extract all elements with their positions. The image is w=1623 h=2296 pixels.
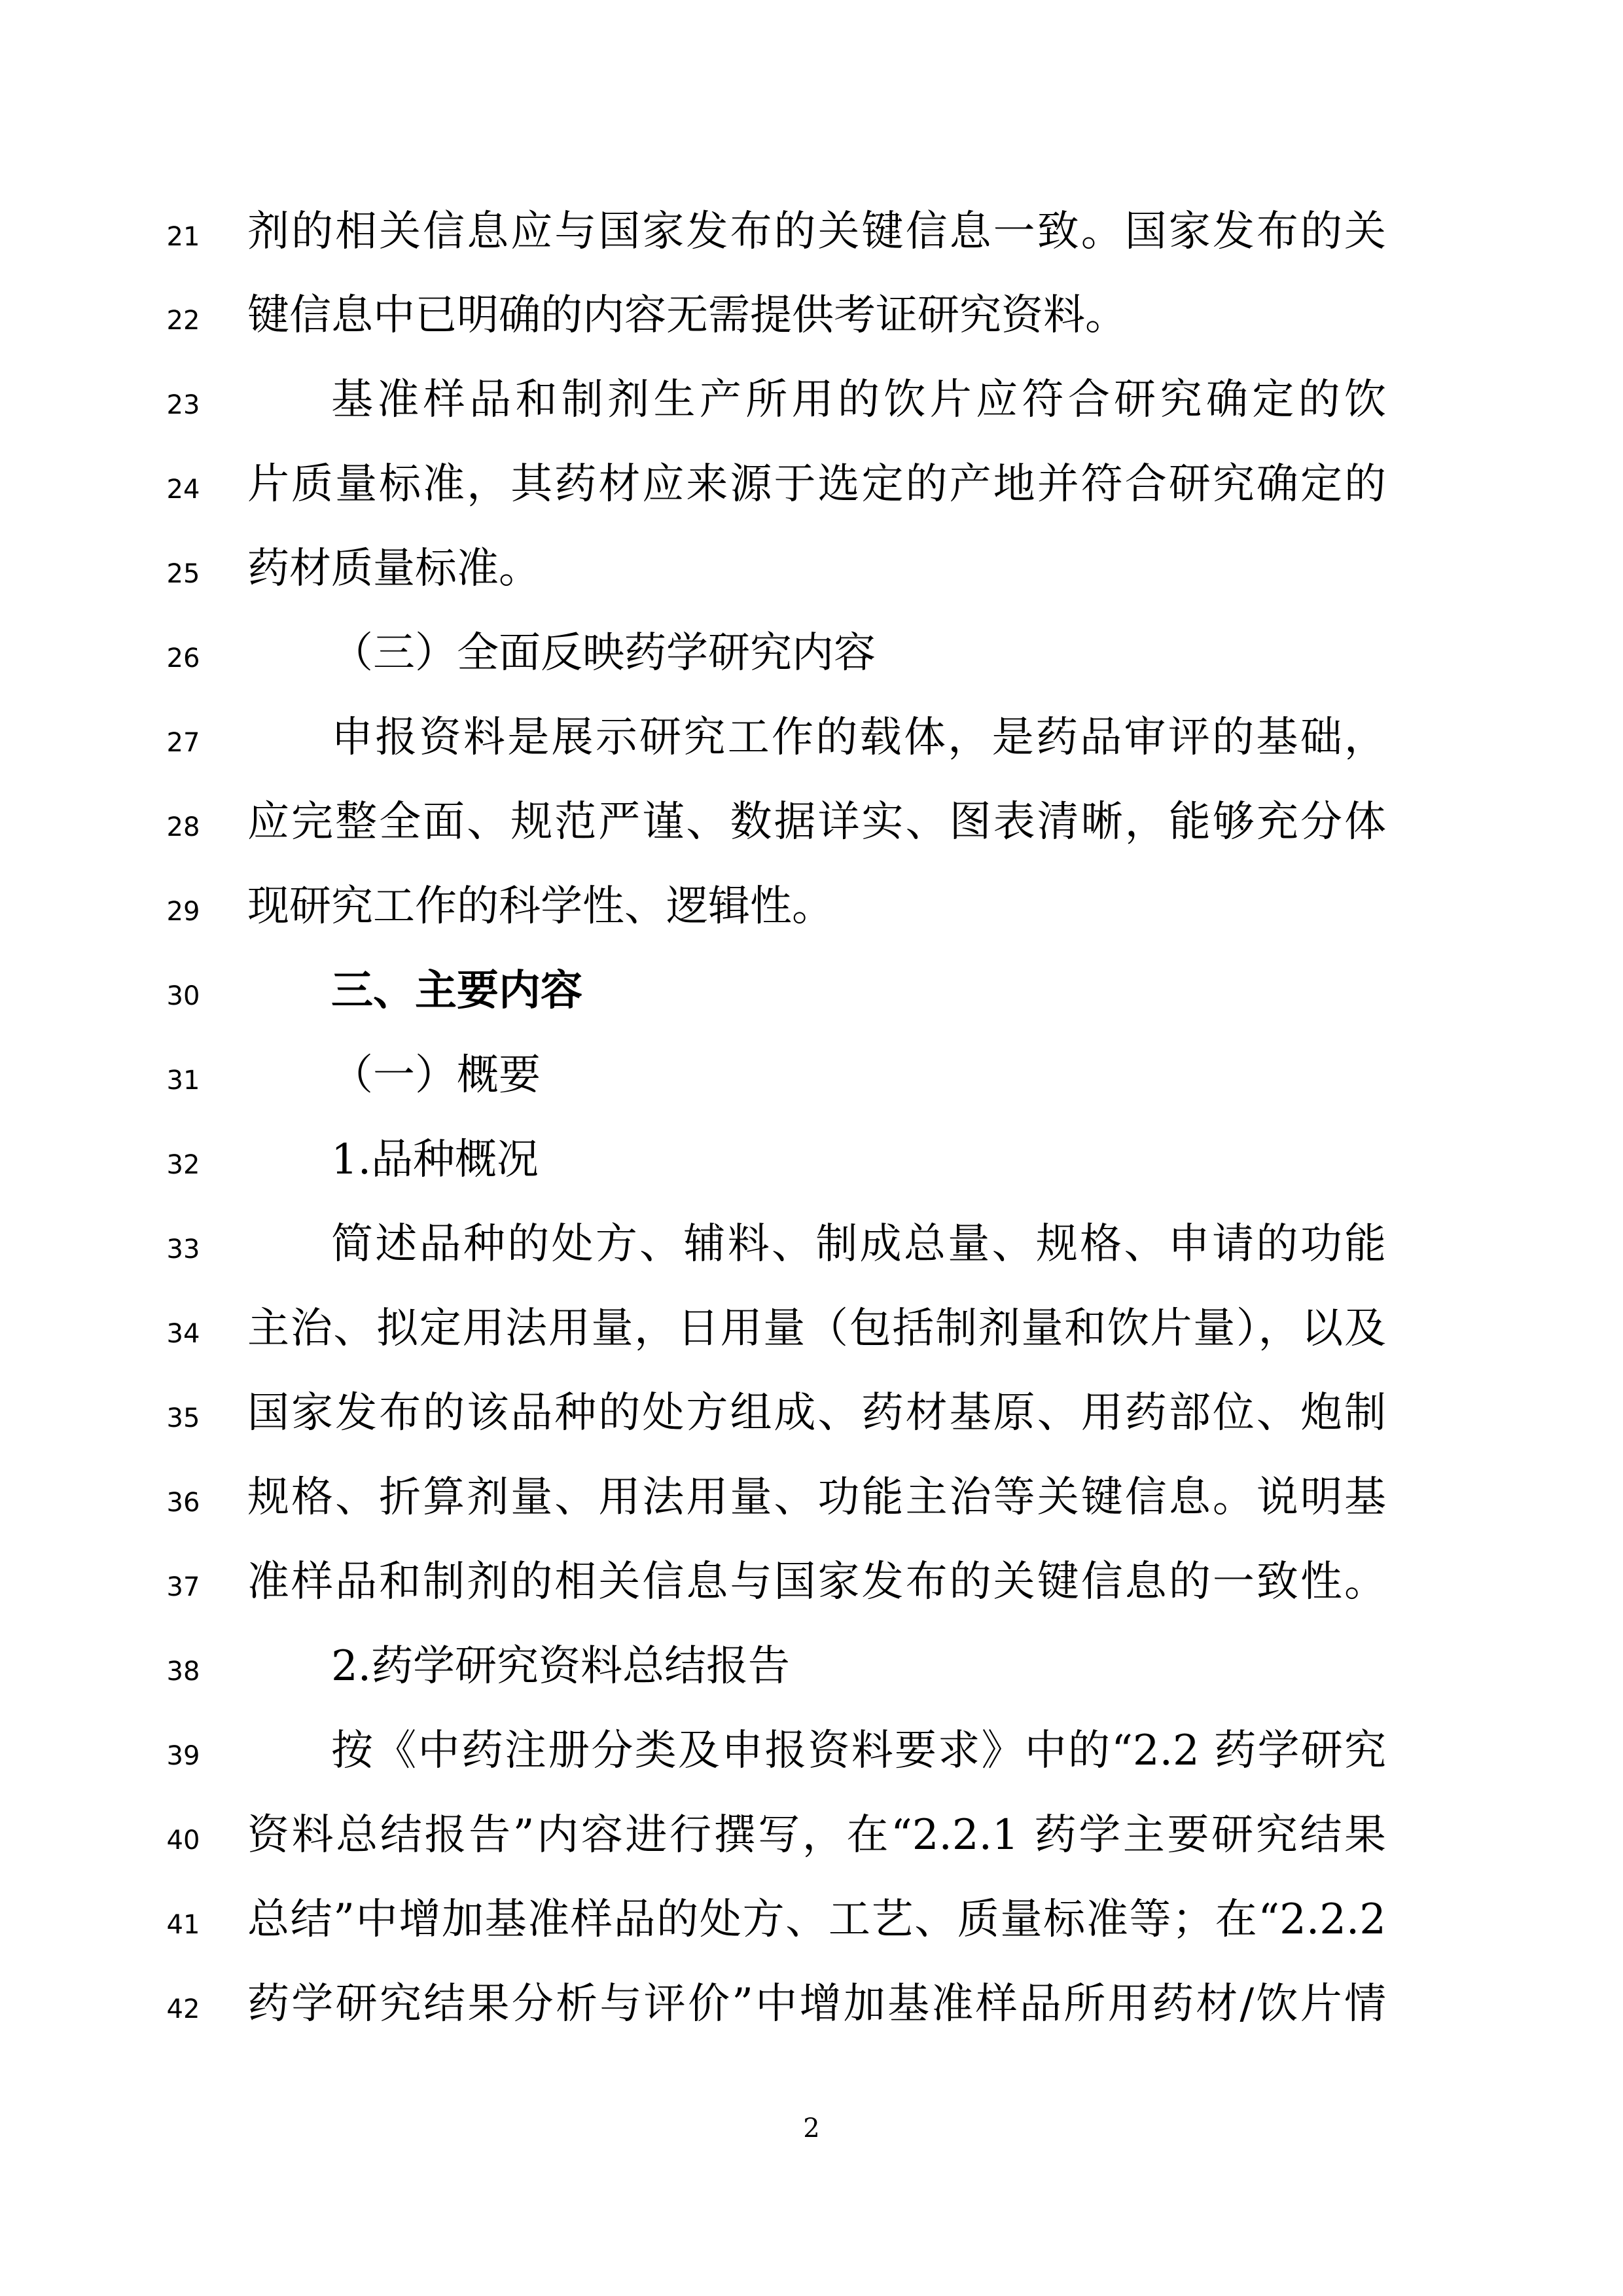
line-21 <box>0 183 1623 262</box>
line-number: 37 <box>166 1572 200 1602</box>
line-27 <box>0 689 1623 768</box>
subsection-heading: 1.品种概况 <box>331 1136 539 1184</box>
line-32 <box>0 1111 1623 1190</box>
line-number: 41 <box>166 1910 200 1940</box>
line-text: 基准样品和制剂生产所用的饮片应符合研究确定的饮 <box>331 376 1386 424</box>
line-37 <box>0 1534 1623 1612</box>
line-29 <box>0 858 1623 937</box>
line-text: 国家发布的该品种的处方组成、药材基原、用药部位、炮制 <box>247 1389 1386 1437</box>
line-text: 现研究工作的科学性、逻辑性。 <box>247 882 834 931</box>
line-text: 主治、拟定用法用量，日用量（包括制剂量和饮片量），以及 <box>247 1304 1386 1353</box>
line-24 <box>0 436 1623 514</box>
line-42 <box>0 1956 1623 2034</box>
line-text: 键信息中已明确的内容无需提供考证研究资料。 <box>247 291 1127 340</box>
line-number: 26 <box>166 643 200 673</box>
line-text: 资料总结报告”内容进行撰写，在“2.2.1 药学主要研究结果 <box>247 1811 1386 1859</box>
line-number: 31 <box>166 1066 200 1096</box>
line-text: 规格、折算剂量、用法用量、功能主治等关键信息。说明基 <box>247 1473 1386 1522</box>
line-text: 药学研究结果分析与评价”中增加基准样品所用药材/饮片情 <box>247 1980 1386 2028</box>
line-text: 总结”中增加基准样品的处方、工艺、质量标准等；在“2.2.2 <box>247 1895 1386 1944</box>
line-36 <box>0 1449 1623 1528</box>
line-40 <box>0 1787 1623 1865</box>
line-28 <box>0 774 1623 852</box>
page-number: 2 <box>803 2113 820 2144</box>
line-35 <box>0 1365 1623 1443</box>
line-text: 按《中药注册分类及申报资料要求》中的“2.2 药学研究 <box>331 1727 1386 1775</box>
section-heading: （一）概要 <box>331 1051 541 1100</box>
line-number: 42 <box>166 1994 200 2024</box>
line-number: 33 <box>166 1234 200 1265</box>
line-text: 药材质量标准。 <box>247 545 541 593</box>
line-number: 29 <box>166 897 200 927</box>
line-31 <box>0 1027 1623 1105</box>
line-number: 24 <box>166 475 200 505</box>
line-23 <box>0 351 1623 430</box>
line-text: 申报资料是展示研究工作的载体，是药品审评的基础， <box>331 713 1386 762</box>
line-number: 27 <box>166 728 200 758</box>
line-38 <box>0 1618 1623 1696</box>
subsection-heading: 2.药学研究资料总结报告 <box>331 1642 791 1691</box>
line-39 <box>0 1702 1623 1781</box>
line-number: 40 <box>166 1825 200 1856</box>
line-number: 23 <box>166 390 200 420</box>
line-number: 34 <box>166 1319 200 1349</box>
line-number: 39 <box>166 1741 200 1771</box>
line-number: 28 <box>166 812 200 842</box>
line-30 <box>0 942 1623 1021</box>
chapter-heading: 三、主要内容 <box>331 967 582 1015</box>
line-number: 21 <box>166 222 200 252</box>
line-number: 36 <box>166 1488 200 1518</box>
line-22 <box>0 267 1623 346</box>
line-text: 片质量标准，其药材应来源于选定的产地并符合研究确定的 <box>247 460 1386 509</box>
line-text: 应完整全面、规范严谨、数据详实、图表清晰，能够充分体 <box>247 798 1386 846</box>
line-number: 35 <box>166 1403 200 1433</box>
section-heading: （三）全面反映药学研究内容 <box>331 629 876 677</box>
line-33 <box>0 1196 1623 1274</box>
line-number: 25 <box>166 559 200 589</box>
line-34 <box>0 1280 1623 1359</box>
line-number: 38 <box>166 1657 200 1687</box>
line-26 <box>0 605 1623 683</box>
line-number: 32 <box>166 1150 200 1180</box>
line-text: 剂的相关信息应与国家发布的关键信息一致。国家发布的关 <box>247 207 1386 256</box>
line-text: 准样品和制剂的相关信息与国家发布的关键信息的一致性。 <box>247 1558 1386 1606</box>
line-25 <box>0 520 1623 599</box>
line-number: 22 <box>166 306 200 336</box>
line-41 <box>0 1871 1623 1950</box>
line-text: 简述品种的处方、辅料、制成总量、规格、申请的功能 <box>331 1220 1386 1268</box>
line-number: 30 <box>166 981 200 1011</box>
